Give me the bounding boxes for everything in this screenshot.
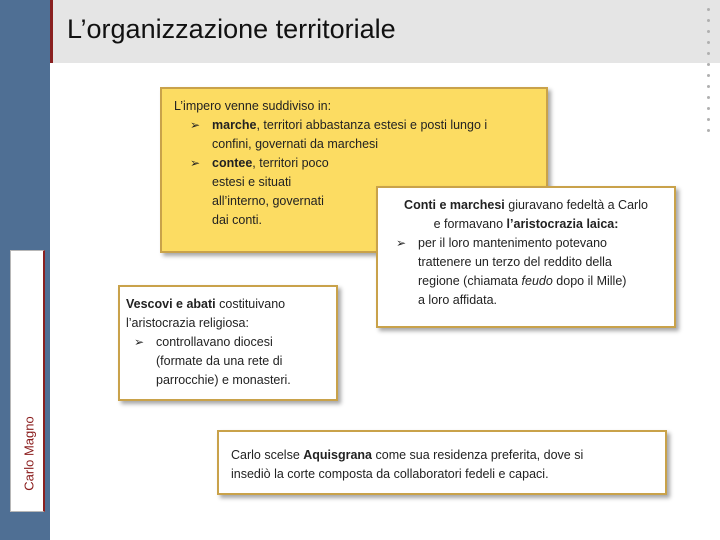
bullet-contee: ➢ contee, territori poco estesi e situati all’interno, governati dai conti. xyxy=(174,154,546,230)
arrow-bullet-icon: ➢ xyxy=(396,236,407,250)
slide-title: L’organizzazione territoriale xyxy=(67,14,396,44)
sidebar-label: Carlo Magno xyxy=(21,416,37,491)
arrow-bullet-icon: ➢ xyxy=(190,118,201,132)
arrow-bullet-icon: ➢ xyxy=(134,335,145,349)
arrow-bullet-icon: ➢ xyxy=(190,156,201,170)
bullet-diocesi: ➢ controllavano diocesi (formate da una rete di parrocchie) e monasteri. xyxy=(126,333,330,390)
title-bar xyxy=(50,0,720,63)
lay-aristocracy-box: Conti e marchesi giuravano fedeltà a Carlo e formavano l’aristocrazia laica: ➢ per il loro mantenimento potevano trattenere un terzo del reddito della regione (chiamata feudo dopo il Mille) a loro affidata. xyxy=(376,186,676,328)
sidebar-label-panel xyxy=(10,250,45,512)
decorative-dots xyxy=(701,0,715,110)
term-contee: contee xyxy=(212,156,253,170)
sidebar xyxy=(0,0,50,540)
term-marche: marche xyxy=(212,118,257,132)
bullet-marche: ➢ marche, territori abbastanza estesi e posti lungo i confini, governati da marchesi xyxy=(174,116,546,154)
intro-text: L’impero venne suddiviso in: xyxy=(174,99,332,113)
religious-aristocracy-box: Vescovi e abati costituivano l’aristocrazia religiosa: ➢ controllavano diocesi (formate da una rete di parrocchie) e monasteri. xyxy=(118,285,338,401)
bullet-mantenimento: ➢ per il loro mantenimento potevano trattenere un terzo del reddito della regione (chiamata feudo dopo il Mille) a loro affidata. xyxy=(384,234,668,310)
aquisgrana-box: Carlo scelse Aquisgrana come sua residenza preferita, dove si insediò la corte composta da collaboratori fedeli e capaci. xyxy=(217,430,667,495)
